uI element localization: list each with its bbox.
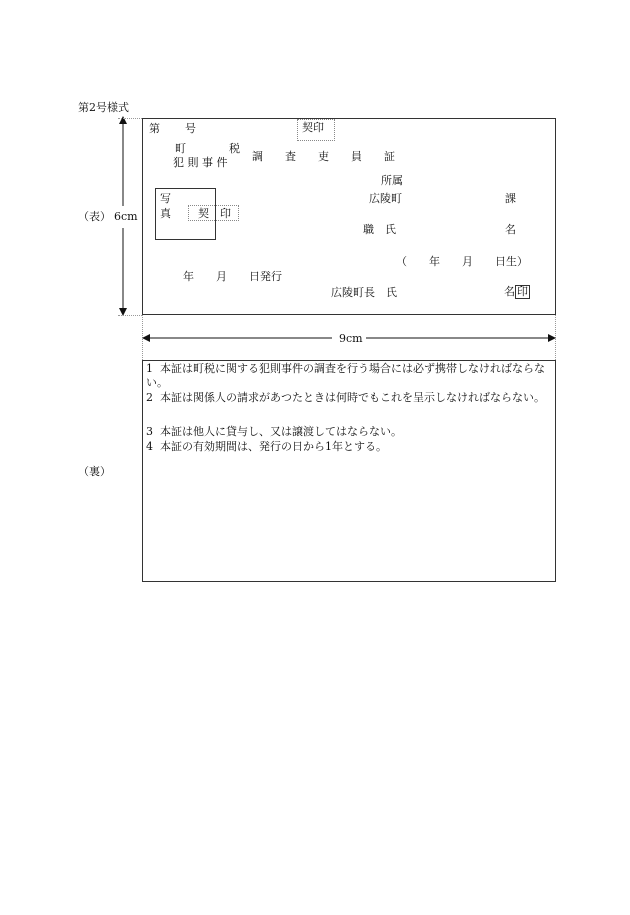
form-title: 第2号様式 xyxy=(78,101,129,114)
front-card xyxy=(142,118,556,315)
top-guide-line xyxy=(118,118,142,119)
affiliation-label: 所属 xyxy=(381,174,403,187)
back-note-2-text: 本証は関係人の請求があつたときは何時でもこれを呈示しなければならない。 xyxy=(160,391,545,404)
back-label: （裏） xyxy=(78,465,111,478)
height-dimension-arrow xyxy=(117,116,129,316)
tax-label: 税 xyxy=(229,142,240,155)
photo-seal-text: 契 印 xyxy=(198,207,231,220)
photo-label-1: 写 xyxy=(160,192,171,205)
position-label: 職 氏 xyxy=(363,223,396,236)
back-note-3 xyxy=(146,425,552,439)
back-note-2-number: 2 xyxy=(146,391,153,404)
bottom-guide-line xyxy=(118,315,142,316)
violation-case-label: 犯 則 事 件 xyxy=(173,156,228,169)
back-note-4-number: 4 xyxy=(146,440,153,453)
section-label: 課 xyxy=(505,192,516,205)
back-note-1-text: 本証は町税に関する犯則事件の調査を行う場合には必ず携帯しなければならない。 xyxy=(146,362,545,389)
back-note-1 xyxy=(146,362,552,390)
number-dai: 第 xyxy=(149,122,160,135)
back-note-3-number: 3 xyxy=(146,425,153,438)
birth-date: （ 年 月 日生） xyxy=(396,255,528,268)
back-note-1-number: 1 xyxy=(146,362,153,375)
back-note-4-text: 本証の有効期間は、発行の日から1年とする。 xyxy=(160,440,387,453)
width-dimension-label: 9cm xyxy=(339,332,363,345)
photo-label-2: 真 xyxy=(160,207,171,220)
mayor-label: 広陵町長 氏 xyxy=(331,286,397,299)
town-name: 広陵町 xyxy=(369,192,402,205)
height-dimension-label: 6cm xyxy=(114,210,138,223)
town-label: 町 xyxy=(175,142,186,155)
back-note-4 xyxy=(146,440,552,454)
front-label: （表） xyxy=(78,210,111,223)
issue-date: 年 月 日発行 xyxy=(183,270,282,283)
card-title: 調 査 吏 員 証 xyxy=(252,150,395,163)
mayor-name-label xyxy=(504,285,530,299)
back-note-2 xyxy=(146,391,552,405)
back-note-3-text: 本証は他人に貸与し、又は譲渡してはならない。 xyxy=(160,425,402,438)
name-label: 名 xyxy=(505,223,516,236)
mayor-name: 名 xyxy=(504,285,515,298)
mayor-seal-stamp: 印 xyxy=(517,285,528,298)
top-seal-text: 契印 xyxy=(302,121,324,134)
number-go: 号 xyxy=(185,122,196,135)
